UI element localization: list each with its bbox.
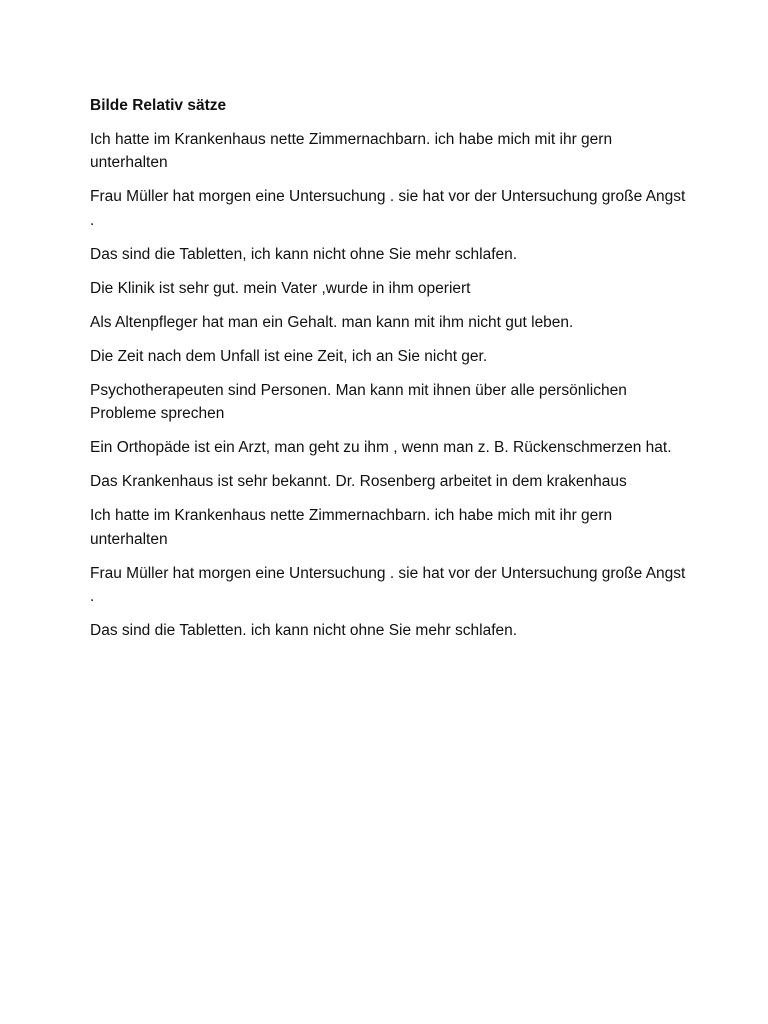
sentence-12: Das sind die Tabletten. ich kann nicht ohne Sie mehr schlafen. bbox=[90, 622, 518, 639]
sentence-1: Ich hatte im Krankenhaus nette Zimmernachbarn. ich habe mich mit ihr gern unterhalten bbox=[90, 130, 613, 171]
sentence-5: Als Altenpfleger hat man ein Gehalt. man kann mit ihm nicht gut leben. bbox=[90, 313, 574, 331]
sentence-7: Psychotherapeuten sind Personen. Man kann mit ihnen über alle persönlichen Probleme sprechen bbox=[90, 381, 627, 422]
sentence-8: Ein Orthopäde ist ein Arzt, man geht zu ihm , wenn man z. B. Rückenschmerzen hat. bbox=[90, 439, 672, 456]
sentence-2: Frau Müller hat morgen eine Untersuchung . sie hat vor der Untersuchung große Angst . bbox=[90, 188, 686, 229]
sentence-4: Die Klinik ist sehr gut. mein Vater ,wurde in ihm operiert bbox=[90, 279, 471, 297]
document-page bbox=[90, 94, 690, 653]
document-title: Bilde Relativ sätze bbox=[90, 97, 227, 114]
sentence-6: Die Zeit nach dem Unfall ist eine Zeit, ich an Sie nicht ger. bbox=[90, 347, 488, 365]
sentence-11: Frau Müller hat morgen eine Untersuchung . sie hat vor der Untersuchung große Angst . bbox=[90, 564, 686, 605]
sentence-3: Das sind die Tabletten, ich kann nicht ohne Sie mehr schlafen. bbox=[90, 245, 518, 263]
sentence-10: Ich hatte im Krankenhaus nette Zimmernachbarn. ich habe mich mit ihr gern unterhalten bbox=[90, 507, 613, 548]
sentence-9: Das Krankenhaus ist sehr bekannt. Dr. Rosenberg arbeitet in dem krakenhaus bbox=[90, 473, 627, 490]
